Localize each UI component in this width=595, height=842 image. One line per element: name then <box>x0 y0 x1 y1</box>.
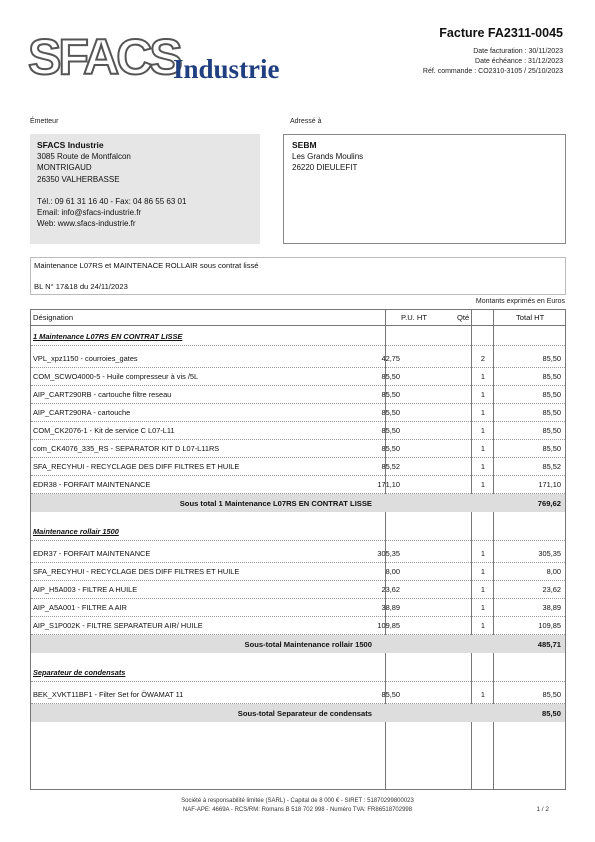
sender-phone: Tél.: 09 61 31 16 40 - Fax: 04 86 55 63 01 <box>37 196 187 206</box>
item-unit-price: 85,50 <box>381 408 400 417</box>
item-unit-price: 85,50 <box>381 690 400 699</box>
table-row <box>31 457 565 476</box>
delivery-note-line: BL N° 17&18 du 24/11/2023 <box>34 282 128 291</box>
table-row <box>31 544 565 563</box>
item-unit-price: 42,75 <box>381 354 400 363</box>
table-row <box>31 598 565 617</box>
item-total: 85,52 <box>542 462 561 471</box>
item-unit-price: 85,52 <box>381 462 400 471</box>
logo-industrie-text: Industrie <box>173 54 280 84</box>
legal-line: Société à responsabilité limitée (SARL) - Capital de 8 000 € - SIRET : 51870299800023 <box>181 798 414 804</box>
table-row <box>31 385 565 404</box>
sender-block <box>30 134 260 244</box>
item-designation: AIP_A5A001 - FILTRE A AIR <box>33 603 127 612</box>
subtotal-label: Sous-total Maintenance rollair 1500 <box>244 640 372 649</box>
table-row <box>31 475 565 494</box>
item-total: 85,50 <box>542 426 561 435</box>
item-designation: BEK_XVKT11BF1 - Filter Set for ÖWAMAT 11 <box>33 690 184 699</box>
subtotal-row <box>31 704 565 722</box>
item-designation: AIP_H5A003 - FILTRE A HUILE <box>33 585 138 594</box>
item-designation: COM_CK2076-1 - Kit de service C L07-L11 <box>33 426 175 435</box>
item-quantity: 2 <box>480 354 485 363</box>
item-designation: AIP_S1P002K - FILTRE SEPARATEUR AIR/ HUILE <box>33 621 203 630</box>
subtotal-label: Sous total 1 Maintenance L07RS EN CONTRAT LISSE <box>179 499 372 508</box>
table-row <box>31 580 565 599</box>
header-unit-price: P.U. HT <box>401 313 428 322</box>
section-title-row <box>31 327 565 346</box>
item-quantity: 1 <box>480 585 485 594</box>
table-row <box>31 367 565 386</box>
header-designation: Désignation <box>33 313 74 322</box>
item-total: 85,50 <box>542 444 561 453</box>
page-number: 1 / 2 <box>536 806 549 813</box>
item-designation: COM_SCWO4000-5 - Huile compresseur à vis /5L <box>33 372 199 381</box>
item-total: 85,50 <box>542 372 561 381</box>
legal-footer <box>0 797 595 814</box>
item-designation: com_CK4076_335_RS - SEPARATOR KIT D L07-L11RS <box>33 444 220 453</box>
recipient-address-line: Les Grands Moulins <box>292 152 364 162</box>
item-unit-price: 8,00 <box>385 567 400 576</box>
subtotal-amount: 485,71 <box>537 640 561 649</box>
order-reference: Réf. commande : CO2310-3105 / 25/10/2023 <box>422 68 563 75</box>
recipient-name: SEBM <box>292 140 317 150</box>
item-unit-price: 85,50 <box>381 390 400 399</box>
item-total: 109,85 <box>538 621 561 630</box>
table-row <box>31 349 565 368</box>
item-unit-price: 85,50 <box>381 426 400 435</box>
item-unit-price: 85,50 <box>381 444 400 453</box>
subtotal-amount: 769,62 <box>537 499 561 508</box>
item-unit-price: 305,35 <box>377 549 400 558</box>
item-quantity: 1 <box>480 390 485 399</box>
item-total: 8,00 <box>546 567 561 576</box>
item-quantity: 1 <box>480 372 485 381</box>
item-quantity: 1 <box>480 444 485 453</box>
item-designation: SFA_RECYHUI - RECYCLAGE DES DIFF FILTRES ET HUILE <box>33 462 240 471</box>
item-total: 305,35 <box>538 549 561 558</box>
logo-sfacs-text: SFACS <box>28 29 180 85</box>
section-title-row <box>31 663 565 682</box>
item-quantity: 1 <box>480 621 485 630</box>
recipient-label: Adressé à <box>290 118 322 125</box>
item-total: 85,50 <box>542 354 561 363</box>
item-total: 85,50 <box>542 390 561 399</box>
item-unit-price: 171,10 <box>377 480 400 489</box>
subtotal-row <box>31 494 565 512</box>
item-quantity: 1 <box>480 549 485 558</box>
header-total: Total HT <box>516 313 545 322</box>
recipient-block <box>283 134 566 244</box>
subtotal-amount: 85,50 <box>541 709 561 718</box>
sender-address-line: MONTRIGAUD <box>37 163 92 173</box>
sender-address-line: 26350 VALHERBASSE <box>37 174 120 184</box>
sender-email: Email: info@sfacs-industrie.fr <box>37 208 142 218</box>
table-row <box>31 616 565 635</box>
item-unit-price: 38,89 <box>381 603 400 612</box>
item-quantity: 1 <box>480 690 485 699</box>
section-title: Maintenance rollair 1500 <box>33 527 119 536</box>
table-header <box>31 310 565 326</box>
item-designation: VPL_xpz1150 - courroies_gates <box>33 354 138 363</box>
invoice-meta <box>423 47 563 77</box>
table-row <box>31 421 565 440</box>
section-title-row <box>31 522 565 541</box>
item-unit-price: 23,62 <box>381 585 400 594</box>
item-total: 171,10 <box>538 480 561 489</box>
item-quantity: 1 <box>480 408 485 417</box>
sender-label: Émetteur <box>30 118 59 125</box>
item-total: 85,50 <box>542 690 561 699</box>
item-designation: SFA_RECYHUI - RECYCLAGE DES DIFF FILTRES ET HUILE <box>33 567 240 576</box>
sender-web: Web: www.sfacs-industrie.fr <box>37 219 136 229</box>
invoice-title: Facture FA2311-0045 <box>439 26 563 40</box>
invoice-due-date: Date échéance : 31/12/2023 <box>475 58 563 65</box>
table-row <box>31 439 565 458</box>
item-quantity: 1 <box>480 480 485 489</box>
table-row <box>31 685 565 704</box>
item-quantity: 1 <box>480 567 485 576</box>
subtotal-row <box>31 635 565 653</box>
item-quantity: 1 <box>480 603 485 612</box>
item-total: 85,50 <box>542 408 561 417</box>
header-quantity: Qté <box>457 313 470 322</box>
subtotal-label: Sous-total Separateur de condensats <box>237 709 372 718</box>
legal-line: NAF-APE: 4669A - RCS/RM: Romans B 518 702 998 - Numéro TVA: FR86518702998 <box>182 806 413 813</box>
item-unit-price: 109,85 <box>377 621 400 630</box>
invoice-lines-table <box>30 309 566 790</box>
table-row <box>31 403 565 422</box>
company-logo <box>28 28 290 88</box>
item-total: 38,89 <box>542 603 561 612</box>
table-row <box>31 562 565 581</box>
recipient-address-line: 26220 DIEULEFIT <box>292 163 358 173</box>
item-designation: EDR38 - FORFAIT MAINTENANCE <box>33 480 151 489</box>
item-designation: AIP_CART290RB - cartouche filtre reseau <box>33 390 172 399</box>
invoice-date: Date facturation : 30/11/2023 <box>473 48 563 55</box>
section-title: Separateur de condensats <box>33 668 126 677</box>
subject-line: Maintenance L07RS et MAINTENACE ROLLAIR sous contrat lissé <box>34 261 259 270</box>
item-designation: AIP_CART290RA - cartouche <box>33 408 131 417</box>
item-total: 23,62 <box>542 585 561 594</box>
currency-note: Montants exprimés en Euros <box>475 298 565 305</box>
subject-block <box>30 257 566 295</box>
item-unit-price: 85,50 <box>381 372 400 381</box>
item-quantity: 1 <box>480 426 485 435</box>
section-title: 1 Maintenance L07RS EN CONTRAT LISSE <box>33 332 183 341</box>
item-designation: EDR37 - FORFAIT MAINTENANCE <box>33 549 151 558</box>
item-quantity: 1 <box>480 462 485 471</box>
sender-address-line: 3085 Route de Montfalcon <box>37 152 131 162</box>
sender-name: SFACS Industrie <box>37 140 104 150</box>
